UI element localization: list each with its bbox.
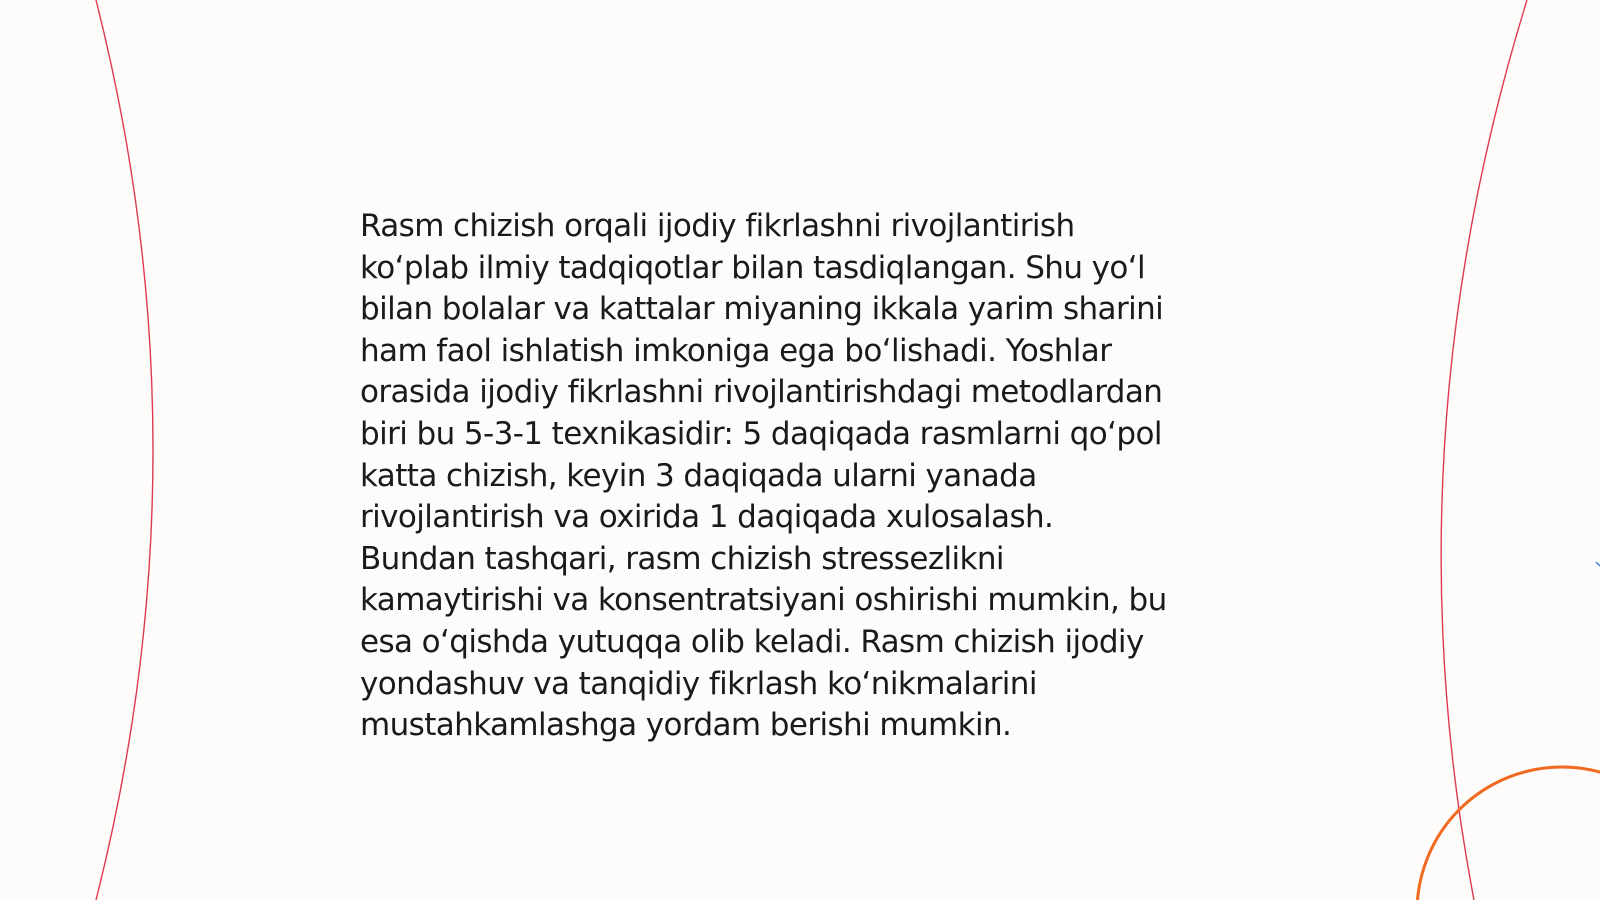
right-curve-line <box>1441 0 1527 900</box>
small-tick-mark <box>1596 562 1600 566</box>
accent-circle-outline <box>1417 767 1600 900</box>
left-curve-line <box>96 0 153 900</box>
body-paragraph: Rasm chizish orqali ijodiy fikrlashni rivojlantirish ko‘plab ilmiy tadqiqotlar bilan tasdiqlangan. Shu yo‘l bilan bolalar va kattalar miyaning ikkala yarim sharini ham faol ishlatish imkoniga ega bo‘lishadi. Yoshlar orasida ijodiy fikrlashni rivojlantirishdagi metodlardan biri bu 5-3-1 texnikasidir: 5 daqiqada rasmlarni qo‘pol katta chizish, keyin 3 daqiqada ularni yanada rivojlantirish va oxirida 1 daqiqada xulosalash. Bundan tashqari, rasm chizish stressezlikni kamaytirishi va konsentratsiyani oshirishi mumkin, bu esa o‘qishda yutuqqa olib keladi. Rasm chizish ijodiy yondashuv va tanqidiy fikrlash ko‘nikmalarini mustahkamlashga yordam berishi mumkin. <box>360 208 1167 744</box>
